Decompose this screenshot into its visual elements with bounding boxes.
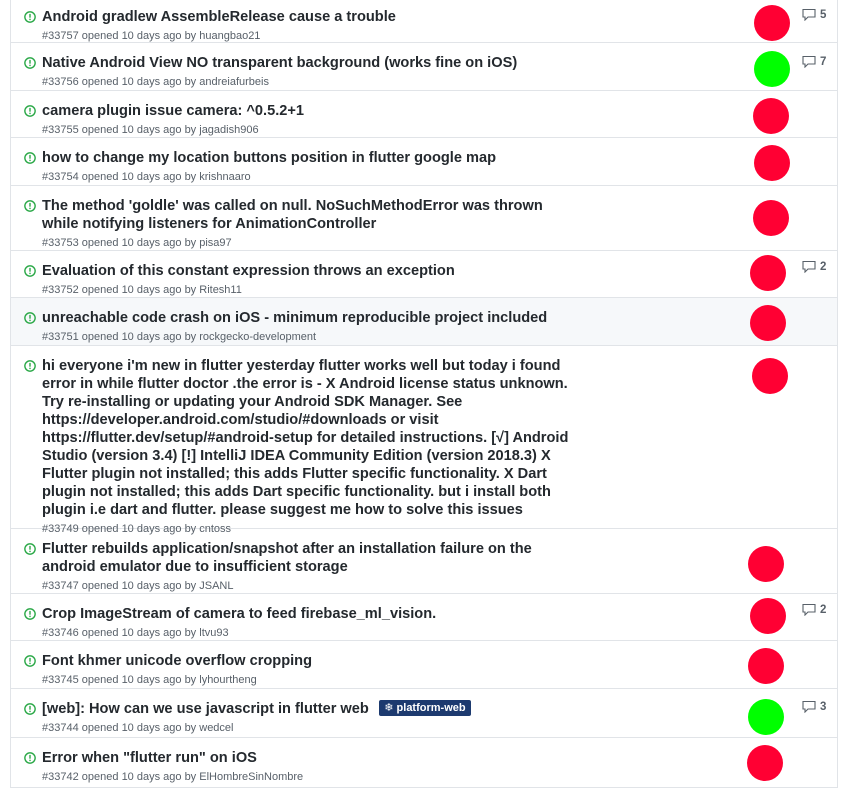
issue-number: #33745 bbox=[42, 674, 79, 686]
issue-title-link[interactable]: Crop ImageStream of camera to feed firebase_ml_vision. bbox=[42, 606, 437, 622]
issue-row[interactable] bbox=[11, 138, 837, 186]
comment-icon bbox=[802, 55, 816, 68]
issue-author-link[interactable]: huangbao21 bbox=[199, 30, 261, 42]
avatar[interactable] bbox=[750, 598, 786, 634]
comments-link[interactable] bbox=[802, 260, 826, 273]
issue-opened-icon bbox=[24, 654, 36, 666]
issue-row[interactable] bbox=[11, 43, 837, 91]
issue-meta: #33756 opened 10 days ago by andreiafurbeis bbox=[42, 76, 269, 88]
issue-title-link[interactable]: Android gradlew AssembleRelease cause a trouble bbox=[42, 9, 396, 25]
issue-author-link[interactable]: ltvu93 bbox=[199, 627, 229, 639]
issue-meta: #33753 opened 10 days ago by pisa97 bbox=[42, 237, 232, 249]
issue-row[interactable] bbox=[11, 91, 837, 138]
avatar[interactable] bbox=[748, 699, 784, 735]
issue-meta: #33742 opened 10 days ago by ElHombreSinNombre bbox=[42, 771, 304, 783]
comments-link[interactable] bbox=[802, 8, 826, 21]
issue-number: #33749 bbox=[42, 523, 79, 535]
issue-meta: #33749 opened 10 days ago by cntoss bbox=[42, 523, 232, 535]
comment-icon bbox=[802, 700, 816, 713]
comment-count: 5 bbox=[820, 8, 827, 21]
issue-number: #33757 bbox=[42, 30, 79, 42]
comments-link[interactable] bbox=[802, 603, 826, 616]
issue-number: #33754 bbox=[42, 171, 79, 183]
issue-meta: #33745 opened 10 days ago by lyhourtheng bbox=[42, 674, 257, 686]
comment-count: 3 bbox=[820, 700, 827, 713]
issue-title-link[interactable]: how to change my location buttons position in flutter google map bbox=[42, 150, 497, 166]
issue-opened-icon bbox=[24, 151, 36, 163]
issue-number: #33752 bbox=[42, 284, 79, 296]
issue-author-link[interactable]: rockgecko-development bbox=[199, 331, 317, 343]
issue-meta: #33754 opened 10 days ago by krishnaaro bbox=[42, 171, 251, 183]
issue-row[interactable] bbox=[11, 594, 837, 641]
issue-opened-icon bbox=[24, 104, 36, 116]
comment-icon bbox=[802, 260, 816, 273]
avatar[interactable] bbox=[750, 305, 786, 341]
issue-author-link[interactable]: jagadish906 bbox=[199, 124, 259, 136]
issue-title-link[interactable]: hi everyone i'm new in flutter yesterday flutter works well but today i found error in while flutter doctor .the error is - X Android license status unknown. Try re-installing or updating your Android SDK Manager. See https://developer.android.com/studio/#downloads or visit https://flutter.dev/setup/#android-setup for detailed instructions. [√] Android Studio (version 3.4) [!] IntelliJ IDEA Community Edition (version 2018.3) X Flutter plugin not installed; this adds Flutter specific functionality. X Dart plugin not installed; this adds Dart specific functionality. but i install both plugin i.e dart and flutter. please suggest me how to solve this issues bbox=[42, 358, 569, 518]
issue-row[interactable] bbox=[11, 641, 837, 689]
issue-title-link[interactable]: Flutter rebuilds application/snapshot after an installation failure on the android emulator due to insufficient storage bbox=[42, 541, 532, 575]
issue-number: #33744 bbox=[42, 722, 79, 734]
comment-icon bbox=[802, 603, 816, 616]
issue-number: #33747 bbox=[42, 580, 79, 592]
issue-author-link[interactable]: Ritesh11 bbox=[199, 284, 242, 296]
label-platform-web[interactable]: ❄ platform-web bbox=[379, 700, 470, 716]
issue-meta: #33757 opened 10 days ago by huangbao21 bbox=[42, 30, 261, 42]
comment-count: 2 bbox=[820, 603, 827, 616]
issue-author-link[interactable]: krishnaaro bbox=[199, 171, 251, 183]
issue-row[interactable] bbox=[11, 298, 837, 346]
issue-opened-icon bbox=[24, 10, 36, 22]
comment-icon bbox=[802, 8, 816, 21]
issue-number: #33751 bbox=[42, 331, 79, 343]
issue-list bbox=[10, 0, 838, 788]
avatar[interactable] bbox=[752, 358, 788, 394]
issue-meta: #33744 opened 10 days ago by wedcel bbox=[42, 722, 234, 734]
issue-number: #33756 bbox=[42, 76, 79, 88]
issue-opened-icon bbox=[24, 751, 36, 763]
issue-title-link[interactable]: Error when "flutter run" on iOS bbox=[42, 750, 257, 766]
avatar[interactable] bbox=[754, 5, 790, 41]
issue-title-link[interactable]: The method 'goldle' was called on null. NoSuchMethodError was thrown while notifying listeners for AnimationController bbox=[42, 198, 543, 232]
issue-number: #33742 bbox=[42, 771, 79, 783]
avatar[interactable] bbox=[753, 98, 789, 134]
issue-author-link[interactable]: ElHombreSinNombre bbox=[199, 771, 304, 783]
issue-opened-icon bbox=[24, 311, 36, 323]
issue-number: #33753 bbox=[42, 237, 79, 249]
issue-opened-icon bbox=[24, 359, 36, 371]
issue-opened-icon bbox=[24, 607, 36, 619]
issue-row[interactable] bbox=[11, 346, 837, 535]
avatar[interactable] bbox=[754, 51, 790, 87]
avatar[interactable] bbox=[750, 255, 786, 291]
issue-meta: #33751 opened 10 days ago by rockgecko-development bbox=[42, 331, 317, 343]
comment-count: 2 bbox=[820, 260, 827, 273]
issue-opened-icon bbox=[24, 56, 36, 68]
issue-meta: #33746 opened 10 days ago by ltvu93 bbox=[42, 627, 229, 639]
issue-opened-icon bbox=[24, 702, 36, 714]
issue-row[interactable] bbox=[11, 738, 837, 788]
comments-link[interactable] bbox=[802, 700, 826, 713]
issue-opened-icon bbox=[24, 199, 36, 211]
issue-meta: #33752 opened 10 days ago by Ritesh11 bbox=[42, 284, 242, 296]
issue-row[interactable] bbox=[11, 0, 837, 43]
issue-number: #33746 bbox=[42, 627, 79, 639]
issue-author-link[interactable]: cntoss bbox=[199, 523, 232, 535]
issue-number: #33755 bbox=[42, 124, 79, 136]
comments-link[interactable] bbox=[802, 55, 826, 68]
issue-row[interactable] bbox=[11, 186, 837, 251]
issue-title-link[interactable]: Evaluation of this constant expression throws an exception bbox=[42, 263, 455, 279]
issue-title-link[interactable]: Native Android View NO transparent background (works fine on iOS) bbox=[42, 55, 518, 71]
issue-author-link[interactable]: andreiafurbeis bbox=[199, 76, 269, 88]
issue-title-link[interactable]: unreachable code crash on iOS - minimum reproducible project included bbox=[42, 310, 548, 326]
issue-title-link[interactable]: camera plugin issue camera: ^0.5.2+1 bbox=[42, 103, 305, 119]
issue-author-link[interactable]: lyhourtheng bbox=[199, 674, 257, 686]
avatar[interactable] bbox=[748, 648, 784, 684]
issue-title-link[interactable]: [web]: How can we use javascript in flutter web bbox=[42, 701, 369, 717]
issue-meta: #33747 opened 10 days ago by JSANL bbox=[42, 580, 234, 592]
avatar[interactable] bbox=[747, 745, 783, 781]
issue-opened-icon bbox=[24, 542, 36, 554]
issue-row[interactable] bbox=[11, 529, 837, 594]
avatar[interactable] bbox=[754, 145, 790, 181]
avatar[interactable] bbox=[753, 200, 789, 236]
issue-author-link[interactable]: pisa97 bbox=[199, 237, 232, 249]
comment-count: 7 bbox=[820, 55, 827, 68]
issue-row[interactable] bbox=[11, 251, 837, 298]
issue-row[interactable] bbox=[11, 689, 837, 738]
issue-meta: #33755 opened 10 days ago by jagadish906 bbox=[42, 124, 259, 136]
issue-author-link[interactable]: wedcel bbox=[199, 722, 234, 734]
issue-opened-icon bbox=[24, 264, 36, 276]
avatar[interactable] bbox=[748, 546, 784, 582]
issue-author-link[interactable]: JSANL bbox=[199, 580, 234, 592]
issue-title-link[interactable]: Font khmer unicode overflow cropping bbox=[42, 653, 312, 669]
